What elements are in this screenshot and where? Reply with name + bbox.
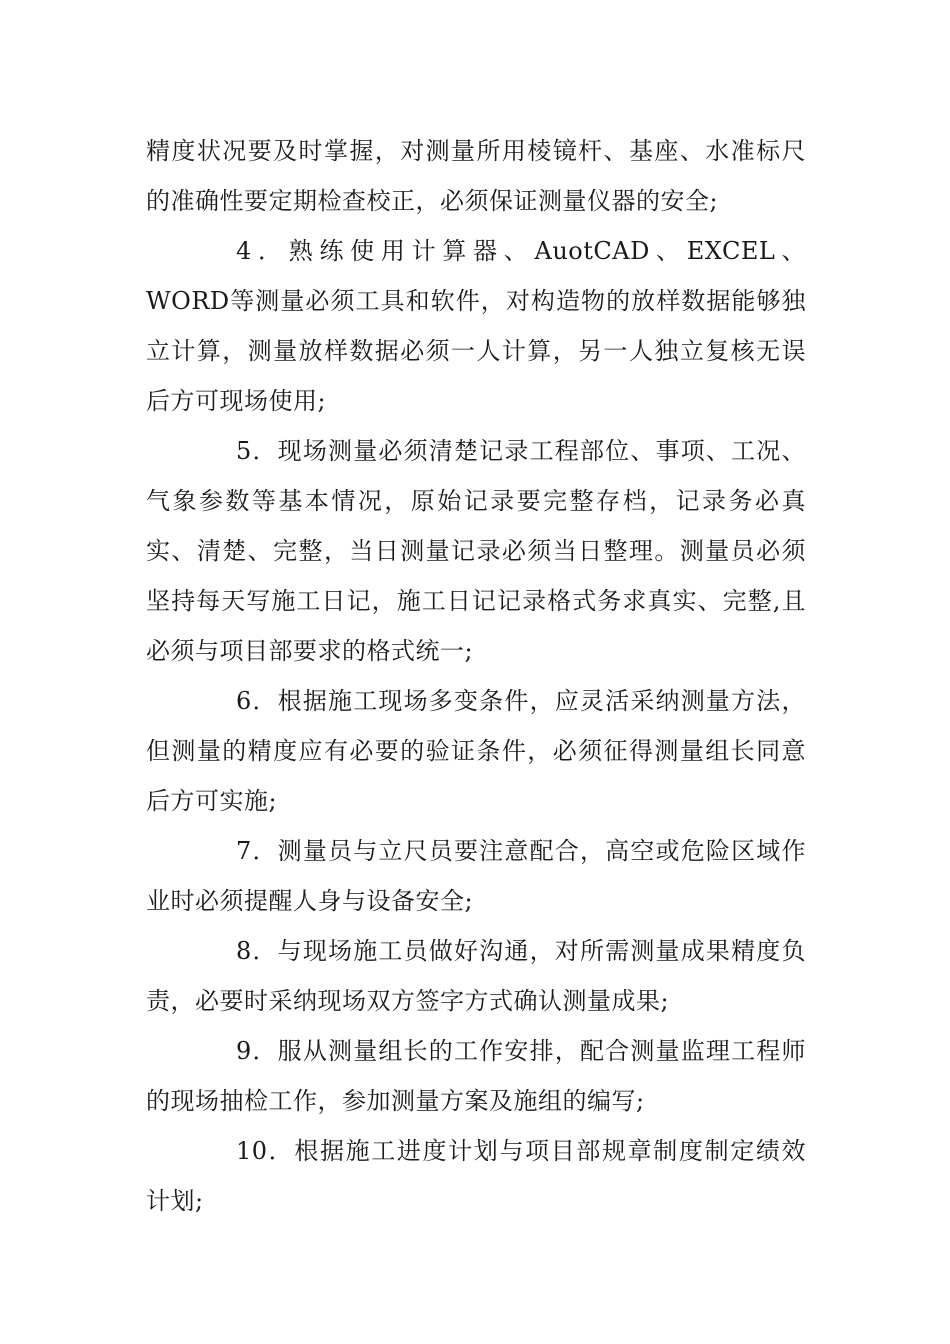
document-body	[146, 126, 806, 1226]
paragraph-item-10: 10．根据施工进度计划与项目部规章制度制定绩效计划;	[146, 1137, 806, 1215]
paragraph-continuation: 精度状况要及时掌握，对测量所用棱镜杆、基座、水准标尺的准确性要定期检查校正，必须保证测量仪器的安全;	[146, 137, 806, 215]
paragraph-item-9: 9．服从测量组长的工作安排，配合测量监理工程师的现场抽检工作，参加测量方案及施组的编写;	[146, 1037, 806, 1115]
paragraph-item-4: 4．熟练使用计算器、AuotCAD、EXCEL、WORD等测量必须工具和软件，对构造物的放样数据能够独立计算，测量放样数据必须一人计算，另一人独立复核无误后方可现场使用;	[146, 237, 806, 415]
paragraph-item-7: 7．测量员与立尺员要注意配合，高空或危险区域作业时必须提醒人身与设备安全;	[146, 837, 806, 915]
paragraph-item-6: 6．根据施工现场多变条件，应灵活采纳测量方法，但测量的精度应有必要的验证条件，必须征得测量组长同意后方可实施;	[146, 687, 806, 815]
paragraph-item-5: 5．现场测量必须清楚记录工程部位、事项、工况、气象参数等基本情况，原始记录要完整存档，记录务必真实、清楚、完整，当日测量记录必须当日整理。测量员必须坚持每天写施工日记，施工日记记录格式务求真实、完整,且必须与项目部要求的格式统一;	[146, 437, 806, 665]
paragraph-item-8: 8．与现场施工员做好沟通，对所需测量成果精度负责，必要时采纳现场双方签字方式确认测量成果;	[146, 937, 806, 1015]
